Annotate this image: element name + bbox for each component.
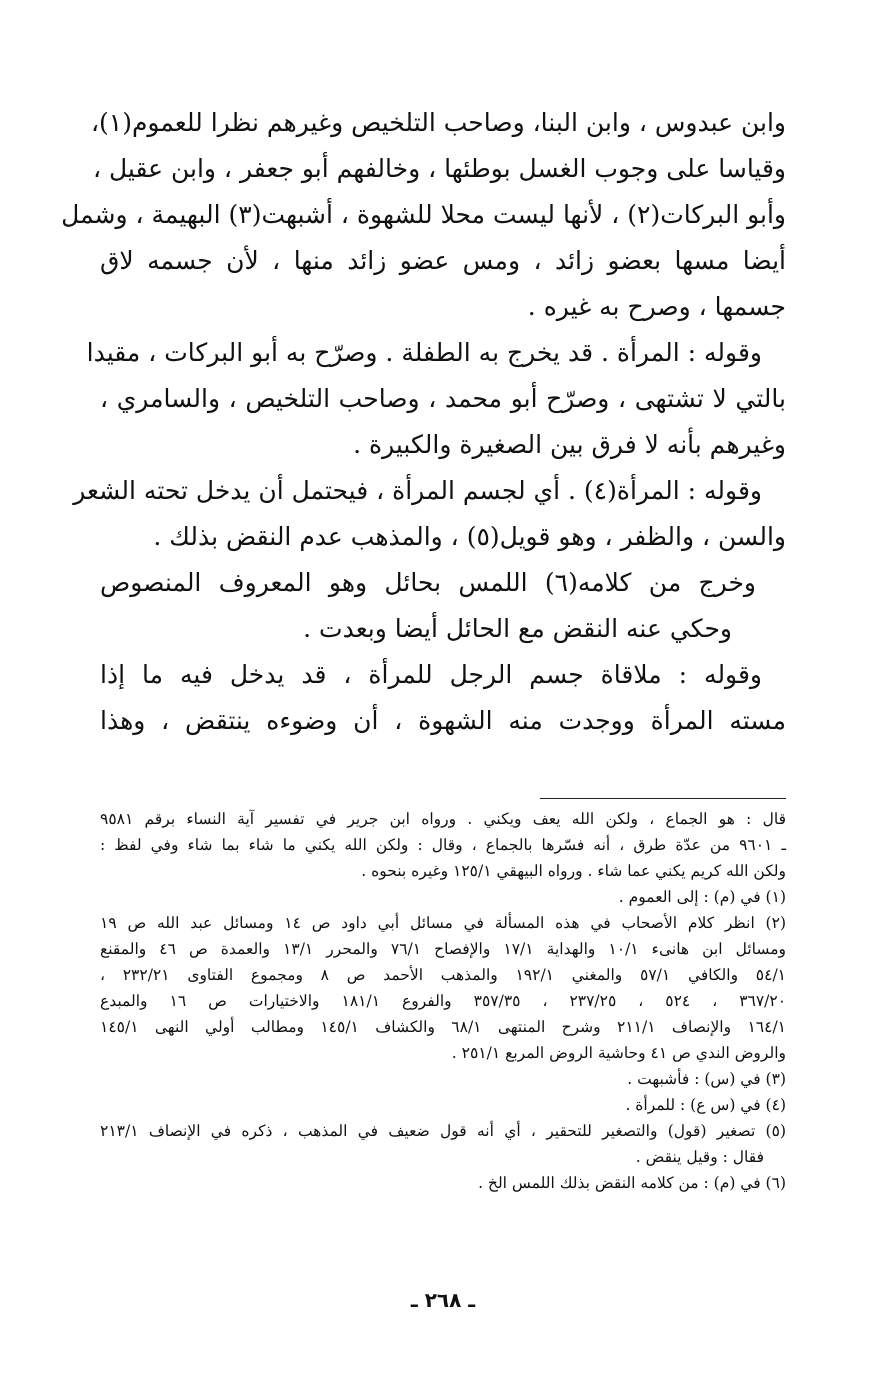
footnote-line: والروض الندي ص ٤١ وحاشية الروض المربع ٢٥١/١ . — [451, 1044, 786, 1062]
footnote-line: (٤) في (س ع) : للمرأة . — [625, 1096, 786, 1114]
quoted-text — [100, 560, 756, 652]
footnote-line: (٣) في (س) : فأشبهت . — [627, 1070, 786, 1088]
text-line: جسمها ، وصرح به غيره . — [527, 292, 786, 321]
footnote-line: فقال : وقيل ينقض . — [635, 1148, 764, 1166]
text-line: وأبو البركات(٢) ، لأنها ليست محلا للشهوة ، أشبهت(٣) البهيمة ، وشمل — [61, 200, 786, 229]
footnote-line: (٥) تصغير (قول) والتصغير للتحقير ، أي أنه قول ضعيف في المذهب ، ذكره في الإنصاف ٢١٣/١ — [100, 1122, 786, 1140]
footnote-line: ومسائل ابن هانىء ١٠/١ والهداية ١٧/١ والإفصاح ٧٦/١ والمحرر ١٣/١ والعمدة ص ٤٦ والمقنع — [100, 940, 786, 958]
text-line: وابن عبدوس ، وابن البنا، وصاحب التلخيص وغيرهم نظرا للعموم(١)، — [90, 108, 786, 137]
text-line: بالتي لا تشتهى ، وصرّح أبو محمد ، وصاحب التلخيص ، والسامري ، — [100, 384, 786, 413]
quote-line: وحكي عنه النقض مع الحائل أيضا وبعدت . — [303, 614, 732, 643]
text-line: والسن ، والظفر ، وهو قويل(٥) ، والمذهب عدم النقض بذلك . — [153, 522, 786, 551]
footnote-line: (٢) انظر كلام الأصحاب في هذه المسألة في مسائل أبي داود ص ١٤ ومسائل عبد الله ص ١٩ — [100, 914, 786, 932]
footnote-line: ٣٦٧/٢٠ ، ٥٢٤ ، ٢٣٧/٢٥ ، ٣٥٧/٣٥ والفروع ١٨١/١ والاختيارات ص ١٦ والمبدع — [100, 992, 787, 1010]
text-line: وغيرهم بأنه لا فرق بين الصغيرة والكبيرة . — [353, 430, 786, 459]
footnote-line: ١٦٤/١ والإنصاف ٢١١/١ وشرح المنتهى ٦٨/١ والكشاف ١٤٥/١ ومطالب أولي النهى ١٤٥/١ — [100, 1018, 786, 1036]
footnote-line: (٦) في (م) : من كلامه النقض بذلك اللمس الخ . — [478, 1174, 786, 1192]
text-line: وقوله : المرأة(٤) . أي لجسم المرأة ، فيحتمل أن يدخل تحته الشعر — [73, 476, 762, 505]
footnote-separator — [540, 798, 786, 799]
main-text — [61, 100, 786, 744]
footnote-line: ولكن الله كريم يكني عما شاء . ورواه البيهقي ١٢٥/١ وغيره بنحوه . — [361, 862, 786, 880]
footnotes — [100, 806, 786, 1196]
text-line: مسته المرأة ووجدت منه الشهوة ، أن وضوءه ينتقض ، وهذا — [100, 706, 786, 735]
footnote-line: ـ ٩٦٠١ من عدّة طرق ، أنه فسّرها بالجماع ، وقال : ولكن الله يكني ما شاء بما شاء وفي لفظ : — [100, 836, 786, 854]
text-line: أيضا مسها بعضو زائد ، ومس عضو زائد منها ، لأن جسمه لاق — [100, 246, 786, 275]
page-number: ـ ٢٦٨ ـ — [410, 1288, 476, 1312]
text-line: وقوله : ملاقاة جسم الرجل للمرأة ، قد يدخل فيه ما إذا — [100, 660, 762, 689]
footnote-line: قال : هو الجماع ، ولكن الله يعف ويكني . ورواه ابن جرير في تفسير آية النساء برقم ٩٥٨١ — [100, 810, 786, 828]
text-line: وقياسا على وجوب الغسل بوطئها ، وخالفهم أبو جعفر ، وابن عقيل ، — [92, 154, 786, 183]
text-line: وقوله : المرأة . قد يخرج به الطفلة . وصرّح به أبو البركات ، مقيدا — [86, 338, 762, 367]
footnote-line: (١) في (م) : إلى العموم . — [618, 888, 786, 906]
quote-line: وخرج من كلامه(٦) اللمس بحائل وهو المعروف المنصوص — [100, 568, 757, 597]
footnote-line: ٥٤/١ والكافي ٥٧/١ والمغني ١٩٢/١ والمذهب الأحمد ص ٨ ومجموع الفتاوى ٢٣٢/٢١ ، — [100, 966, 786, 984]
